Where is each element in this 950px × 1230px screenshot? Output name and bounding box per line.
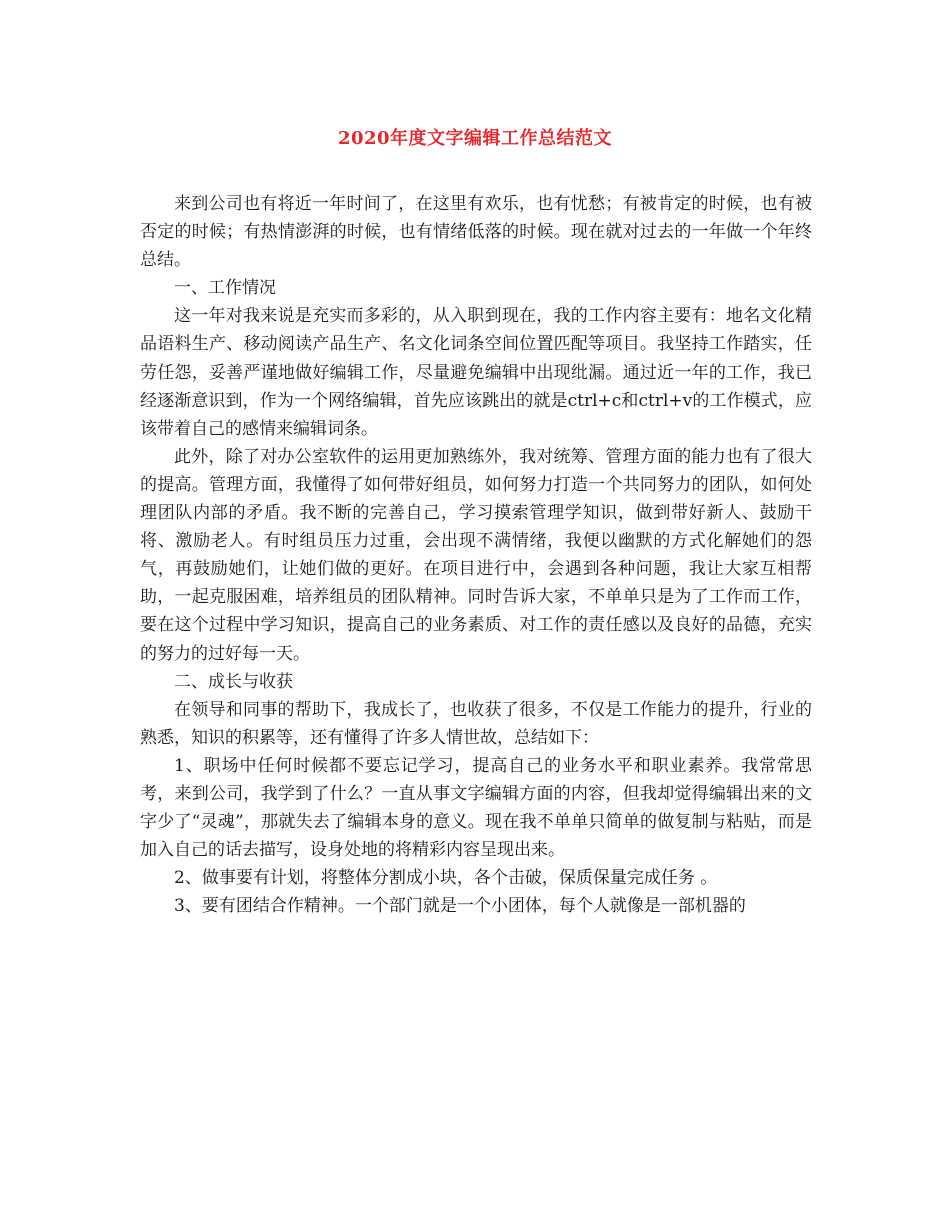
list-item-learning: 1、职场中任何时候都不要忘记学习，提高自己的业务水平和职业素养。我常常思考，来到公司，我学到了什么？一直从事文字编辑方面的内容，但我却觉得编辑出来的文字少了“灵魂”，那就失去了编辑本身的意义。现在我不单单只简单的做复制与粘贴，而是加入自己的话去描写，设身处地的将精彩内容呈现出来。 [140,755,812,861]
section-heading-growth: 二、成长与收获 [174,671,293,692]
paragraph-work-content: 这一年对我来说是充实而多彩的，从入职到现在，我的工作内容主要有：地名文化精品语料生产、移动阅读产品生产、名文化词条空间位置匹配等项目。我坚持工作踏实，任劳任怨，妥善严谨地做好编辑工作，尽量避免编辑中出现纰漏。通过近一年的工作，我已经逐渐意识到，作为一个网络编辑，首先应该跳出的就是ctrl+c和ctrl+v的工作模式，应该带着自己的感情来编辑词条。 [140,306,812,439]
list-item-planning: 2、做事要有计划，将整体分割成小块，各个击破，保质保量完成任务 。 [174,868,718,889]
paragraph-management: 此外，除了对办公室软件的运用更加熟练外，我对统筹、管理方面的能力也有了很大的提高。管理方面，我懂得了如何带好组员，如何努力打造一个共同努力的团队，如何处理团队内部的矛盾。我不断的完善自己，学习摸索管理学知识，做到带好新人、鼓励干将、激励老人。有时组员压力过重，会出现不满情绪，我便以幽默的方式化解她们的怨气，再鼓励她们，让她们做的更好。在项目进行中，会遇到各种问题，我让大家互相帮助，一起克服困难，培养组员的团队精神。同时告诉大家，不单单只是为了工作而工作，要在这个过程中学习知识，提高自己的业务素质、对工作的责任感以及良好的品德，充实的努力的过好每一天。 [140,446,812,664]
list-item-teamwork: 3、要有团结合作精神。一个部门就是一个小团体，每个人就像是一部机器的 [174,896,746,917]
section-heading-work: 一、工作情况 [174,278,276,299]
document-body [140,190,812,920]
paragraph-intro: 来到公司也有将近一年时间了，在这里有欢乐，也有忧愁；有被肯定的时候，也有被否定的时候；有热情澎湃的时候，也有情绪低落的时候。现在就对过去的一年做一个年终总结。 [140,194,812,271]
document-title: 2020年度文字编辑工作总结范文 [337,128,613,149]
paragraph-growth-intro: 在领导和同事的帮助下，我成长了，也收获了很多，不仅是工作能力的提升，行业的熟悉，知识的积累等，还有懂得了许多人情世故，总结如下： [140,699,812,748]
